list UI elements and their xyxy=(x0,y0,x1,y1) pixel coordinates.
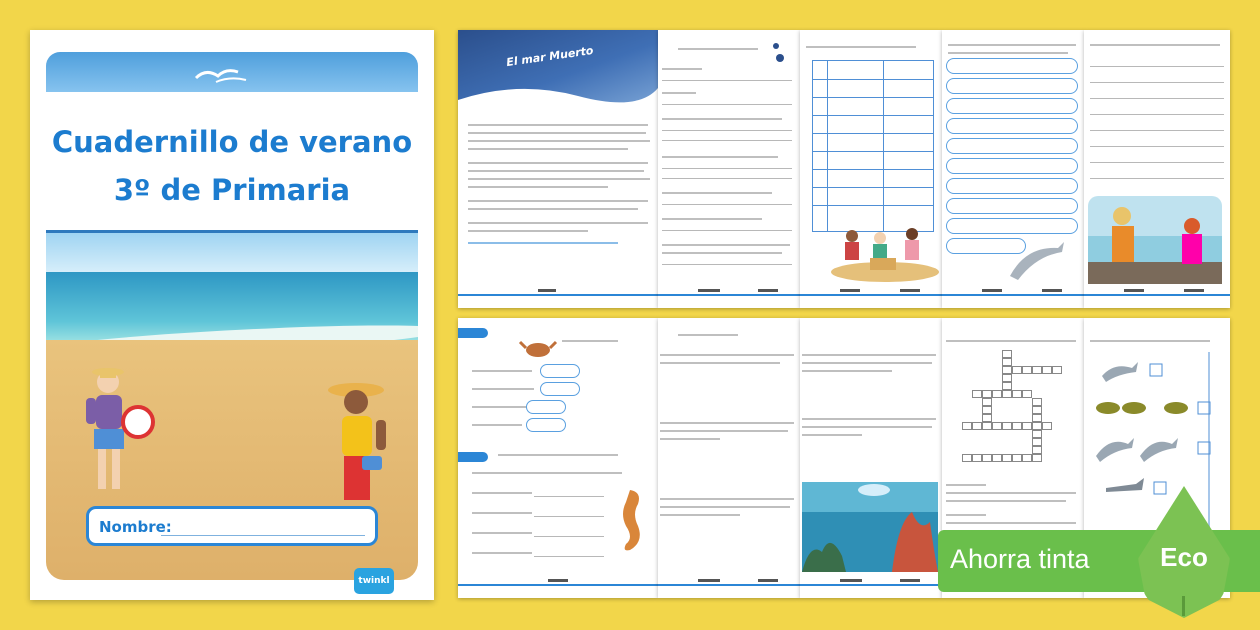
worksheet-writing xyxy=(1084,30,1230,308)
name-writing-line xyxy=(161,535,365,536)
worksheet-ocean xyxy=(800,318,942,598)
wave-icon xyxy=(458,30,658,112)
seagull-icon xyxy=(46,52,418,92)
name-label: Nombre: xyxy=(99,518,172,536)
worksheet-dead-sea xyxy=(458,30,658,308)
coral-reef-illustration xyxy=(802,482,938,572)
worksheet-questions xyxy=(658,30,800,308)
seahorse-icon xyxy=(612,486,648,556)
name-field[interactable] xyxy=(86,506,378,546)
booklet-cover xyxy=(30,30,434,600)
eco-leaf-label: Eco xyxy=(1160,542,1208,572)
crab-icon xyxy=(518,336,558,360)
cover-title-line2: 3º de Primaria xyxy=(113,173,351,207)
eco-banner-text: Ahorra tinta xyxy=(950,544,1090,574)
tide-pool-kids-illustration xyxy=(1088,196,1222,284)
dead-sea-title: El mar Muerto xyxy=(505,43,595,70)
bubbles-icon xyxy=(770,40,790,70)
sandcastle-kids-illustration xyxy=(830,222,940,282)
dolphin-icon xyxy=(1006,236,1066,286)
worksheet-table xyxy=(800,30,942,308)
worksheet-math xyxy=(458,318,658,598)
comparison-table xyxy=(812,60,934,232)
cover-title-line1: Cuadernillo de verano xyxy=(51,125,413,159)
leaf-stem xyxy=(1182,596,1185,616)
dead-sea-header xyxy=(458,30,658,112)
twinkl-logo: twinkl xyxy=(354,568,394,594)
cover-title xyxy=(30,118,434,214)
worksheet-word-problems xyxy=(658,318,800,598)
worksheet-fill-in xyxy=(942,30,1084,308)
cover-sky-banner xyxy=(46,52,418,92)
